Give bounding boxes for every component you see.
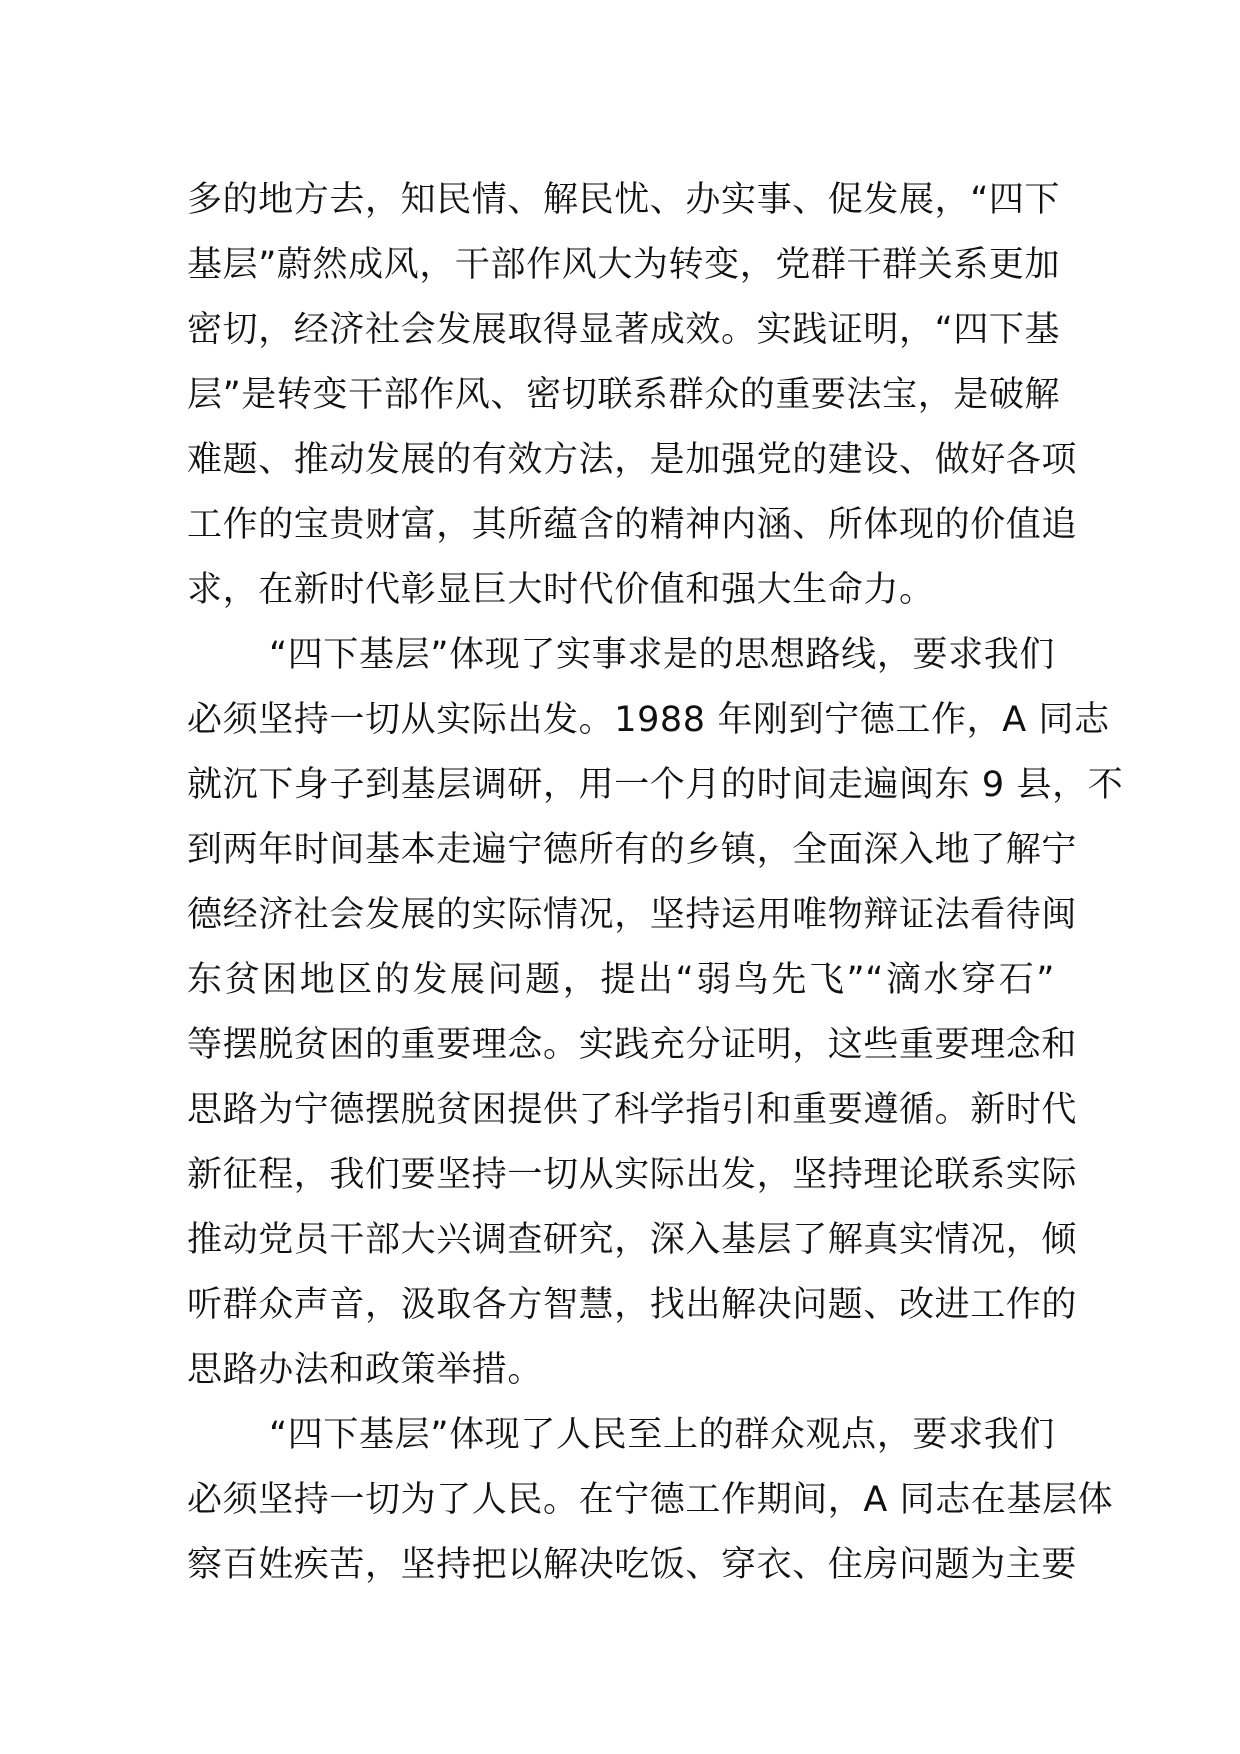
body-text [187,168,1124,1598]
paragraph-first-line: “四下基层”体现了实事求是的思想路线，要求我们 [269,635,1055,675]
paragraph-first-line: “四下基层”体现了人民至上的群众观点，要求我们 [269,1415,1055,1455]
text-line: 必须坚持一切从实际出发。1988 年刚到宁德工作，A 同志 [187,700,1110,740]
text-line: 到两年时间基本走遍宁德所有的乡镇，全面深入地了解宁 [187,830,1078,870]
text-line: 求，在新时代彰显巨大时代价值和强大生命力。 [187,570,935,610]
text-line: 密切，经济社会发展取得显著成效。实践证明，“四下基 [187,310,1061,350]
text-line: 推动党员干部大兴调查研究，深入基层了解真实情况，倾 [187,1220,1078,1260]
text-line: 新征程，我们要坚持一切从实际出发，坚持理论联系实际 [187,1155,1078,1195]
text-line: 思路办法和政策举措。 [187,1350,544,1390]
text-line: 等摆脱贫困的重要理念。实践充分证明，这些重要理念和 [187,1025,1078,1065]
text-line: 必须坚持一切为了人民。在宁德工作期间，A 同志在基层体 [187,1480,1114,1520]
text-line: 东贫困地区的发展问题，提出“弱鸟先飞”“滴水穿石” [187,960,1055,1000]
text-line: 德经济社会发展的实际情况，坚持运用唯物辩证法看待闽 [187,895,1078,935]
text-line: 思路为宁德摆脱贫困提供了科学指引和重要遵循。新时代 [187,1090,1078,1130]
text-line: 工作的宝贵财富，其所蕴含的精神内涵、所体现的价值追 [187,505,1078,545]
text-line: 层”是转变干部作风、密切联系群众的重要法宝，是破解 [187,375,1061,415]
text-line: 基层”蔚然成风，干部作风大为转变，党群干群关系更加 [187,245,1061,285]
text-line: 多的地方去，知民情、解民忧、办实事、促发展，“四下 [187,180,1061,220]
text-line: 就沉下身子到基层调研，用一个月的时间走遍闽东 9 县，不 [187,765,1124,805]
text-line: 察百姓疾苦，坚持把以解决吃饭、穿衣、住房问题为主要 [187,1545,1078,1585]
text-line: 难题、推动发展的有效方法，是加强党的建设、做好各项 [187,440,1078,480]
text-line: 听群众声音，汲取各方智慧，找出解决问题、改进工作的 [187,1285,1078,1325]
